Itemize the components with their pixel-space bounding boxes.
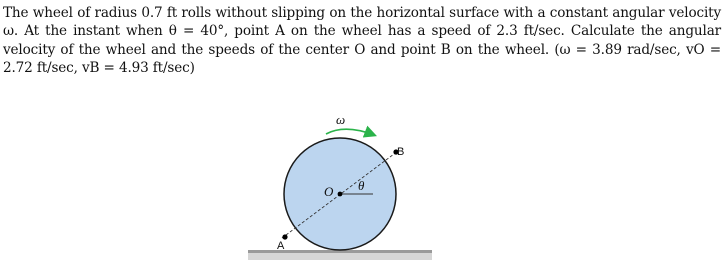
center-label: O bbox=[324, 184, 334, 199]
point-b-label: B bbox=[397, 146, 405, 158]
theta-label: θ bbox=[358, 178, 365, 193]
omega-label: ω bbox=[336, 112, 346, 127]
point-a bbox=[282, 234, 287, 239]
point-a-label: A bbox=[277, 240, 285, 252]
problem-text: The wheel of radius 0.7 ft rolls without slipping on the horizontal surface with a constant angular velocity ω. At the instant when θ = 40°, point A on the wheel has a speed of 2.3 ft/sec. Calculate the angular velocity of the wheel and the speeds of the center O and point B on the wheel. (ω = 3.89 rad/sec, vO = 2.72 ft/sec, vB = 4.93 ft/sec) bbox=[3, 5, 726, 77]
problem-statement bbox=[3, 4, 726, 78]
center-point bbox=[338, 192, 343, 197]
wheel-figure bbox=[240, 108, 440, 268]
angular-velocity-arrow bbox=[326, 129, 374, 135]
